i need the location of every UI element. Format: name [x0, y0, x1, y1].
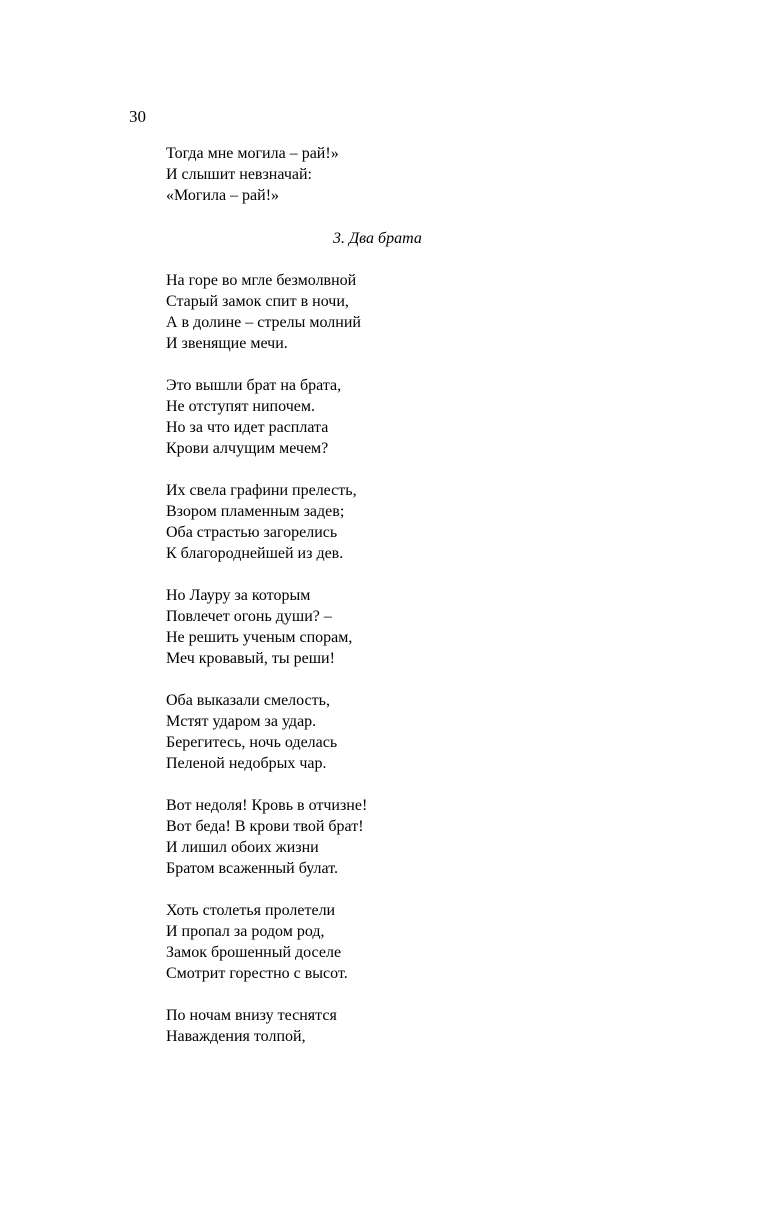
poem-line: Берегитесь, ночь оделась	[166, 734, 338, 751]
poem-line: Меч кровавый, ты реши!	[166, 650, 335, 667]
poem-line: Это вышли брат на брата,	[166, 377, 342, 394]
poem-line: Старый замок спит в ночи,	[166, 293, 349, 310]
section-title: 3. Два брата	[333, 230, 422, 247]
poem-line: На горе во мгле безмолвной	[166, 272, 357, 289]
poem-line: И слышит невзначай:	[166, 166, 312, 183]
stanza	[166, 795, 726, 879]
poem-body	[166, 270, 726, 1047]
stanza	[166, 900, 726, 984]
poem-line: Оба выказали смелость,	[166, 692, 330, 709]
poem-line: Взором пламенным задев;	[166, 503, 345, 520]
poem-line: Хоть столетья пролетели	[166, 902, 336, 919]
poem-line: Замок брошенный доселе	[166, 944, 342, 961]
stanza	[166, 585, 726, 669]
poem-line: Но Лауру за которым	[166, 587, 311, 604]
poem-line: Мстят ударом за удар.	[166, 713, 317, 730]
poem-line: И звенящие мечи.	[166, 335, 288, 352]
page-number: 30	[129, 107, 146, 126]
poem-line: И пропал за родом род,	[166, 923, 325, 940]
poem-line: Смотрит горестно с высот.	[166, 965, 348, 982]
stanza	[166, 375, 726, 459]
stanza	[166, 270, 726, 354]
poem-line: Вот недоля! Кровь в отчизне!	[166, 797, 368, 814]
stanza	[166, 1005, 726, 1047]
poem-line: К благороднейшей из дев.	[166, 545, 344, 562]
stanza	[166, 143, 726, 206]
poem-line: Не отступят нипочем.	[166, 398, 315, 415]
poem-line: Тогда мне могила – рай!»	[166, 145, 339, 162]
poem-line: Братом всаженный булат.	[166, 860, 339, 877]
intro-stanza	[166, 143, 726, 206]
poem-line: Крови алчущим мечем?	[166, 440, 329, 457]
poem-line: А в долине – стрелы молний	[166, 314, 361, 331]
poem-line: Наваждения толпой,	[166, 1028, 306, 1045]
poem-line: Оба страстью загорелись	[166, 524, 338, 541]
poem-line: Повлечет огонь души? –	[166, 608, 332, 625]
stanza	[166, 690, 726, 774]
poem-line: По ночам внизу теснятся	[166, 1007, 337, 1024]
poem-line: Пеленой недобрых чар.	[166, 755, 327, 772]
stanza	[166, 480, 726, 564]
poem-line: «Могила – рай!»	[166, 187, 280, 204]
poem-line: И лишил обоих жизни	[166, 839, 319, 856]
poem-line: Но за что идет расплата	[166, 419, 329, 436]
poem-line: Не решить ученым спорам,	[166, 629, 353, 646]
poem-line: Их свела графини прелесть,	[166, 482, 357, 499]
poem-line: Вот беда! В крови твой брат!	[166, 818, 364, 835]
